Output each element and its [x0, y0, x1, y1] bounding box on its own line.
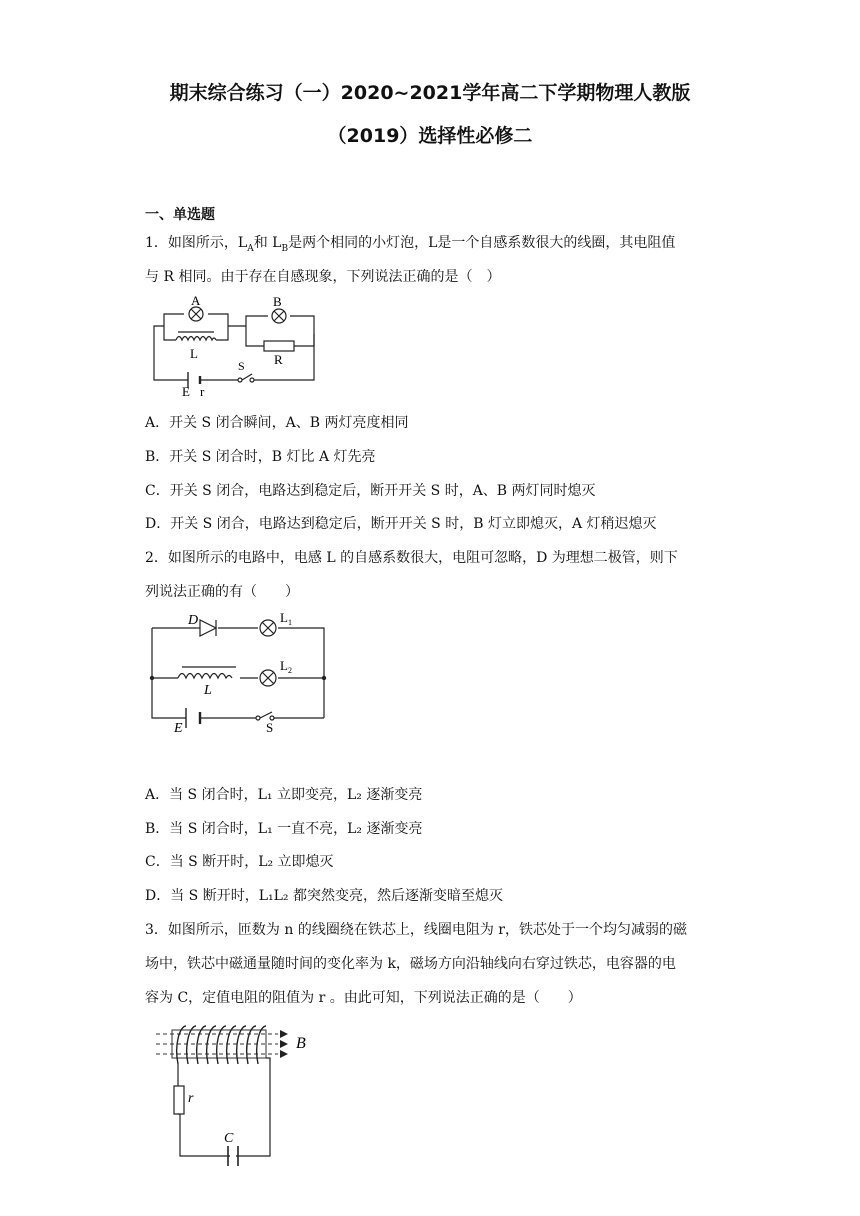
section-heading: 一、单选题 [145, 207, 215, 223]
label-l2: $L_2$ [280, 658, 292, 675]
label-s: S [238, 359, 245, 373]
switch-icon [238, 378, 254, 382]
resistor-icon [174, 1086, 184, 1114]
q1-option-a: A．开关 S 闭合瞬间，A、B 两灯亮度相同 [145, 415, 409, 431]
label-r-internal: r [200, 384, 205, 399]
q1-option-b: B．开关 S 闭合时，B 灯比 A 灯先亮 [145, 449, 376, 465]
q3-stem-line1: 3．如图所示，匝数为 n 的线圈绕在铁芯上，线圈电阻为 r，铁芯处于一个均匀减弱的磁 [145, 922, 687, 938]
label-b: B [296, 1035, 306, 1052]
label-e: E [174, 721, 183, 736]
page-subtitle: （2019）选择性必修二 [327, 125, 533, 147]
q1-stem-line2: 与 R 相同。由于存在自感现象，下列说法正确的是（ ） [145, 269, 501, 285]
label-c: C [224, 1131, 234, 1146]
q2-option-d: D．当 S 断开时，L₁L₂ 都突然变亮，然后逐渐变暗至熄灭 [145, 888, 503, 904]
lamp-a-icon [189, 307, 203, 321]
label-l1: $L_1$ [280, 610, 292, 627]
inductor-icon [176, 332, 216, 340]
q2-option-c: C．当 S 断开时，L₂ 立即熄灭 [145, 854, 334, 870]
label-d: D [188, 613, 199, 628]
inductor-icon [178, 667, 236, 678]
q2-stem-line1: 2．如图所示的电路中，电感 L 的自感系数很大，电阻可忽略，D 为理想二极管，则下 [145, 550, 678, 566]
page-title: 期末综合练习（一）2020~2021学年高二下学期物理人教版 [169, 82, 691, 104]
lamp-l1-icon [260, 620, 276, 636]
q2-circuit-figure [146, 608, 331, 736]
q1-stem-line1: 1．如图所示，$L_A$和 $L_B$是两个相同的小灯泡，L是一个自感系数很大的线圈，其电阻值 [145, 235, 676, 254]
q1-circuit-figure [148, 292, 323, 400]
label-e: E [182, 384, 190, 399]
q2-option-a: A．当 S 闭合时，L₁ 立即变亮，L₂ 逐渐变亮 [145, 787, 423, 803]
label-l: L [190, 346, 198, 361]
diode-icon [196, 620, 216, 636]
q2-stem-line2: 列说法正确的有（ ） [145, 584, 299, 600]
resistor-icon [264, 341, 294, 351]
q1-option-c: C．开关 S 闭合，电路达到稳定后，断开开关 S 时，A、B 两灯同时熄灭 [145, 483, 596, 499]
label-a: A [191, 293, 201, 308]
lamp-b-icon [272, 309, 286, 323]
label-s: S [266, 720, 274, 735]
q1-option-d: D．开关 S 闭合，电路达到稳定后，断开开关 S 时，B 灯立即熄灭，A 灯稍迟熄灭 [145, 516, 657, 532]
label-r: R [274, 352, 283, 367]
q2-option-b: B．当 S 闭合时，L₁ 一直不亮，L₂ 逐渐变亮 [145, 821, 423, 837]
label-l: L [204, 683, 212, 698]
q3-circuit-figure [150, 1024, 325, 1166]
label-b: B [273, 294, 282, 309]
battery-icon [186, 708, 200, 728]
label-r: r [188, 1091, 194, 1106]
q3-stem-line2: 场中，铁芯中磁通量随时间的变化率为 k，磁场方向沿轴线向右穿过铁芯，电容器的电 [145, 956, 676, 972]
q3-stem-line3: 容为 C，定值电阻的阻值为 r 。由此可知，下列说法正确的是（ ） [145, 990, 582, 1006]
lamp-l2-icon [260, 670, 276, 686]
